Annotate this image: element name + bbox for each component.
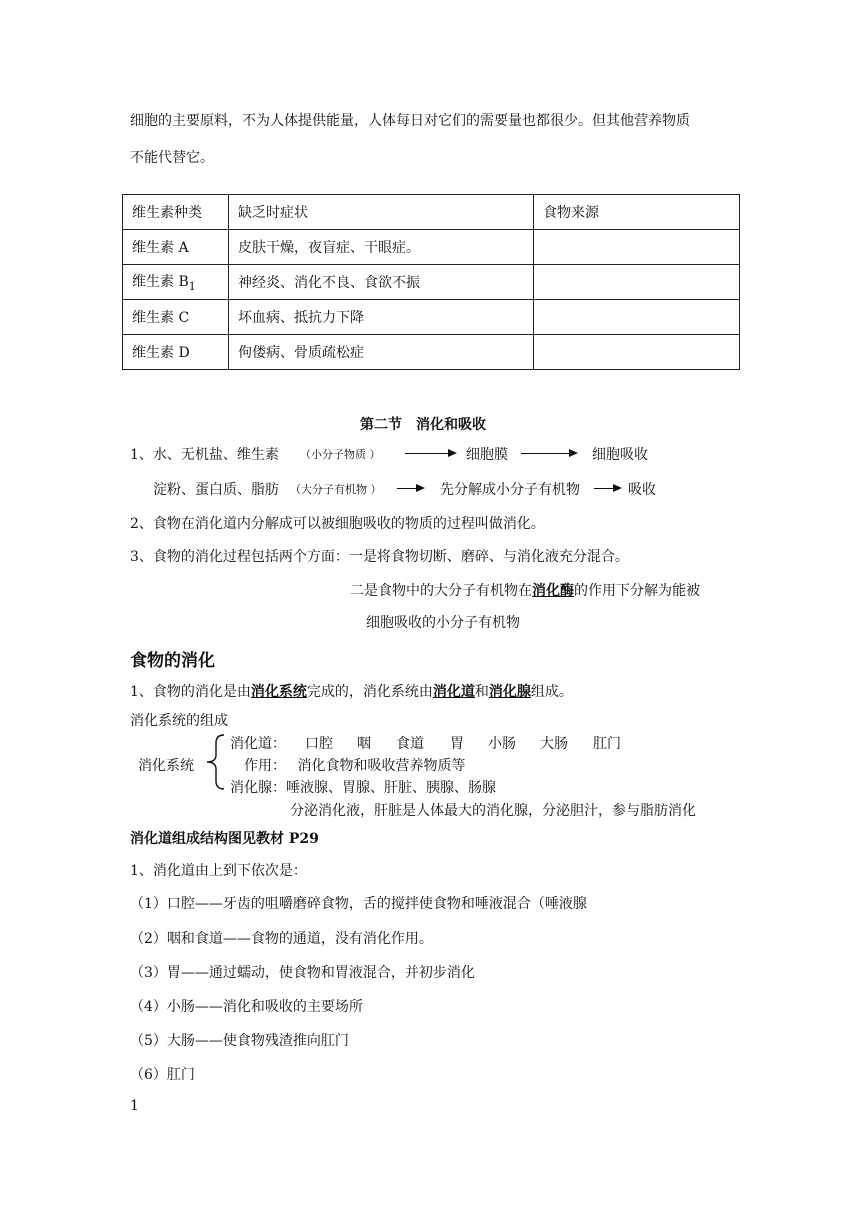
table-row: [123, 265, 740, 300]
arrow-icon: [521, 453, 576, 454]
organ-large-intestine: 大肠: [540, 736, 568, 752]
keyword-digestive-glands: 消化腺: [488, 684, 531, 700]
list-item: （3）胃——通过蠕动，使食物和胃液混合，并初步消化: [130, 965, 475, 981]
tract-label: 消化道：: [230, 736, 286, 752]
vitamin-name: 维生素 A: [123, 230, 229, 265]
vitamin-source: [534, 230, 740, 265]
item1-lead: 1、水、无机盐、维生素: [130, 447, 279, 463]
section-title: 第二节 消化和吸收: [360, 417, 486, 433]
vitamin-subscript: 1: [188, 279, 196, 293]
vitamin-name: 维生素 C: [123, 300, 229, 335]
vitamin-name: 维生素 D: [123, 335, 229, 370]
digestion-line1: 1、食物的消化是由消化系统完成的，消化系统由消化道和消化腺组成。: [130, 684, 573, 700]
item1b-note: （大分子有机物 ）: [290, 483, 382, 496]
item3b: 二是食物中的大分子有机物在消化酶的作用下分解为能被: [350, 583, 700, 599]
list-item: （1）口腔——牙齿的咀嚼磨碎食物，舌的搅拌使食物和唾液混合（唾液腺: [130, 896, 587, 912]
arrow-icon: [405, 453, 455, 454]
structure-heading: 消化道组成结构图见教材 P29: [130, 831, 319, 847]
vitamin-symptom: 坏血病、抵抗力下降: [229, 300, 534, 335]
organ-small-intestine: 小肠: [488, 736, 516, 752]
table-row: [123, 230, 740, 265]
page-number: 1: [130, 1098, 139, 1114]
list-item: （6）肛门: [130, 1067, 195, 1083]
arrow-icon: [397, 488, 423, 489]
function-line: 作用： 消化食物和吸收营养物质等: [244, 758, 466, 774]
organ-esophagus: 食道: [396, 736, 424, 752]
intro-line-2: 不能代替它。: [130, 150, 214, 166]
order-title: 1、消化道由上到下依次是：: [130, 863, 307, 879]
curly-brace-icon: [202, 733, 228, 791]
list-item: （5）大肠——使食物残渣推向肛门: [130, 1033, 349, 1049]
organ-stomach: 胃: [450, 736, 464, 752]
header-vitamin-type: 维生素种类: [123, 195, 229, 230]
item1-step2: 细胞吸收: [592, 447, 648, 463]
header-food-source: 食物来源: [534, 195, 740, 230]
organ-mouth: 口腔: [305, 736, 333, 752]
organ-pharynx: 咽: [357, 736, 371, 752]
item1-note: （小分子物质 ）: [300, 448, 381, 461]
table-header-row: [123, 195, 740, 230]
intro-line-1: 细胞的主要原料，不为人体提供能量，人体每日对它们的需要量也都很少。但其他营养物质: [130, 113, 690, 129]
vitamin-source: [534, 265, 740, 300]
organ-anus: 肛门: [593, 736, 621, 752]
item3: 3、食物的消化过程包括两个方面：一是将食物切断、磨碎、与消化液充分混合。: [130, 549, 629, 565]
item2: 2、食物在消化道内分解成可以被细胞吸收的物质的过程叫做消化。: [130, 516, 545, 532]
digestion-heading: 食物的消化: [130, 651, 215, 671]
item1b-step1: 先分解成小分子有机物: [440, 482, 580, 498]
glands-line: 消化腺：唾液腺、胃腺、肝脏、胰腺、肠腺: [230, 780, 496, 796]
vitamin-symptom: 皮肤干燥，夜盲症、干眼症。: [229, 230, 534, 265]
table-row: [123, 300, 740, 335]
item1-step1: 细胞膜: [466, 447, 508, 463]
vitamin-source: [534, 335, 740, 370]
vitamin-symptom: 佝偻病、骨质疏松症: [229, 335, 534, 370]
arrow-icon: [594, 488, 620, 489]
glands-note: 分泌消化液，肝脏是人体最大的消化腺，分泌胆汁，参与脂肪消化: [290, 803, 696, 819]
vitamin-name: 维生素 $B_1$: [123, 265, 229, 300]
list-item: （2）咽和食道——食物的通道，没有消化作用。: [130, 931, 433, 947]
keyword-digestive-tract: 消化道: [432, 684, 475, 700]
item3c: 细胞吸收的小分子有机物: [366, 615, 520, 631]
item1b-lead: 淀粉、蛋白质、脂肪: [153, 482, 279, 498]
table-row: [123, 335, 740, 370]
vitamin-symptom: 神经炎、消化不良、食欲不振: [229, 265, 534, 300]
list-item: （4）小肠——消化和吸收的主要场所: [130, 999, 363, 1015]
item1b-step2: 吸收: [628, 482, 656, 498]
composition-label: 消化系统的组成: [130, 713, 228, 729]
keyword-digestive-system: 消化系统: [250, 684, 307, 700]
vitamin-source: [534, 300, 740, 335]
keyword-enzyme: 消化酶: [532, 583, 574, 599]
system-label: 消化系统: [138, 758, 194, 774]
header-symptoms: 缺乏时症状: [229, 195, 534, 230]
vitamin-table: [122, 194, 740, 370]
